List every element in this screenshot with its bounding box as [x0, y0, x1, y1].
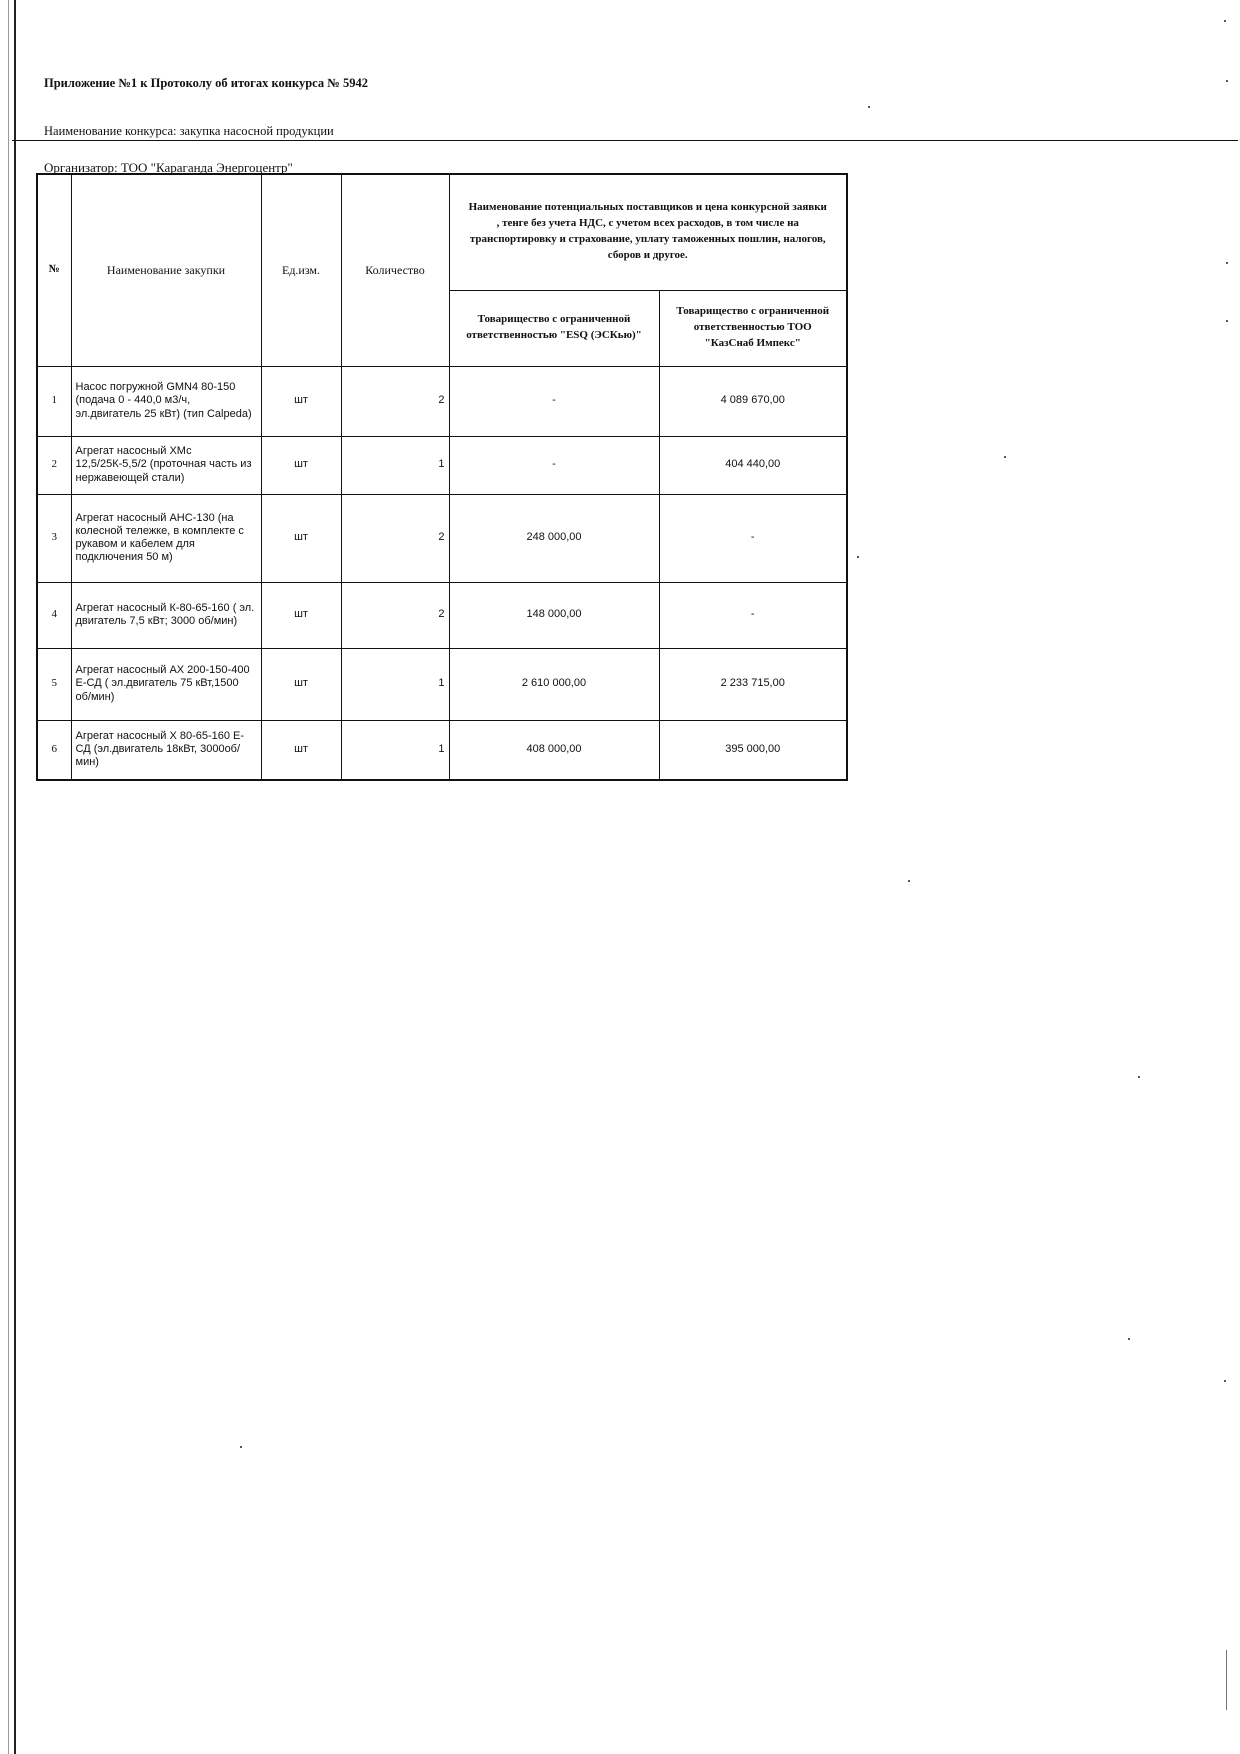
row-unit: шт	[261, 436, 341, 494]
row-unit: шт	[261, 366, 341, 436]
scan-speck	[1226, 320, 1228, 322]
row-price-kazsnab: 2 233 715,00	[659, 648, 847, 720]
row-price-esq: 2 610 000,00	[449, 648, 659, 720]
row-price-kazsnab: 4 089 670,00	[659, 366, 847, 436]
scan-edge-left	[14, 0, 16, 1754]
table-row	[37, 648, 847, 720]
scan-speck	[1138, 1076, 1140, 1078]
table-row	[37, 436, 847, 494]
row-unit: шт	[261, 648, 341, 720]
scan-speck	[868, 106, 870, 108]
row-price-esq: 408 000,00	[449, 720, 659, 780]
row-item-name: Насос погружной GMN4 80-150 (подача 0 - 440,0 м3/ч, эл.двигатель 25 кВт) (тип Calpeda)	[71, 366, 261, 436]
row-num: 4	[37, 582, 71, 648]
col-header-supplier-esq: Товарищество с ограниченной ответственностью "ESQ (ЭСКью)"	[449, 290, 659, 366]
scan-speck	[908, 880, 910, 882]
row-item-name: Агрегат насосный АХ 200-150-400 Е-СД ( эл.двигатель 75 кВт,1500 об/мин)	[71, 648, 261, 720]
row-num: 5	[37, 648, 71, 720]
scan-speck	[1226, 262, 1228, 264]
table-row	[37, 494, 847, 582]
row-quantity: 1	[341, 436, 449, 494]
row-quantity: 2	[341, 366, 449, 436]
row-price-esq: -	[449, 436, 659, 494]
row-price-kazsnab: -	[659, 494, 847, 582]
row-item-name: Агрегат насосный Х 80-65-160 Е-СД (эл.двигатель 18кВт, 3000об/мин)	[71, 720, 261, 780]
scan-speck	[240, 1446, 242, 1448]
scan-speck	[1004, 456, 1006, 458]
row-num: 6	[37, 720, 71, 780]
row-item-name: Агрегат насосный АНС-130 (на колесной тележке, в комплекте с рукавом и кабелем для подключения 50 м)	[71, 494, 261, 582]
header-divider	[12, 140, 1238, 141]
row-quantity: 1	[341, 648, 449, 720]
organizer: Организатор: ТОО "Караганда Энергоцентр"	[44, 160, 293, 175]
row-price-kazsnab: 404 440,00	[659, 436, 847, 494]
scan-speck	[1226, 80, 1228, 82]
table-row	[37, 720, 847, 780]
table-row	[37, 366, 847, 436]
tender-name: Наименование конкурса: закупка насосной продукции	[44, 124, 334, 138]
row-price-esq: -	[449, 366, 659, 436]
row-quantity: 2	[341, 582, 449, 648]
row-quantity: 1	[341, 720, 449, 780]
col-header-unit: Ед.изм.	[261, 174, 341, 366]
row-price-esq: 248 000,00	[449, 494, 659, 582]
col-header-num: №	[37, 174, 71, 366]
row-quantity: 2	[341, 494, 449, 582]
row-num: 3	[37, 494, 71, 582]
scan-speck	[1224, 1380, 1226, 1382]
row-unit: шт	[261, 494, 341, 582]
appendix-title: Приложение №1 к Протоколу об итогах конкурса № 5942	[44, 76, 368, 90]
row-unit: шт	[261, 720, 341, 780]
row-num: 2	[37, 436, 71, 494]
row-num: 1	[37, 366, 71, 436]
table-row	[37, 582, 847, 648]
results-table	[36, 173, 848, 781]
row-unit: шт	[261, 582, 341, 648]
row-price-kazsnab: -	[659, 582, 847, 648]
col-header-suppliers-group: Наименование потенциальных поставщиков и цена конкурсной заявки , тенге без учета НДС, с учетом всех расходов, в том числе на транспортировку и страхование, уплату таможенных пошлин, налогов, сборов и другое.	[449, 174, 847, 290]
scan-edge-right	[1226, 1650, 1227, 1710]
row-price-kazsnab: 395 000,00	[659, 720, 847, 780]
scan-edge-left-thin	[8, 0, 9, 1754]
col-header-item-name: Наименование закупки	[71, 174, 261, 366]
row-price-esq: 148 000,00	[449, 582, 659, 648]
row-item-name: Агрегат насосный К-80-65-160 ( эл. двигатель 7,5 кВт; 3000 об/мин)	[71, 582, 261, 648]
scan-speck	[1224, 20, 1226, 22]
scan-speck	[1128, 1338, 1130, 1340]
col-header-supplier-kazsnab: Товарищество с ограниченной ответственностью ТОО "КазСнаб Импекс"	[659, 290, 847, 366]
row-item-name: Агрегат насосный ХМс 12,5/25К-5,5/2 (проточная часть из нержавеющей стали)	[71, 436, 261, 494]
scan-speck	[857, 556, 859, 558]
col-header-quantity: Количество	[341, 174, 449, 366]
